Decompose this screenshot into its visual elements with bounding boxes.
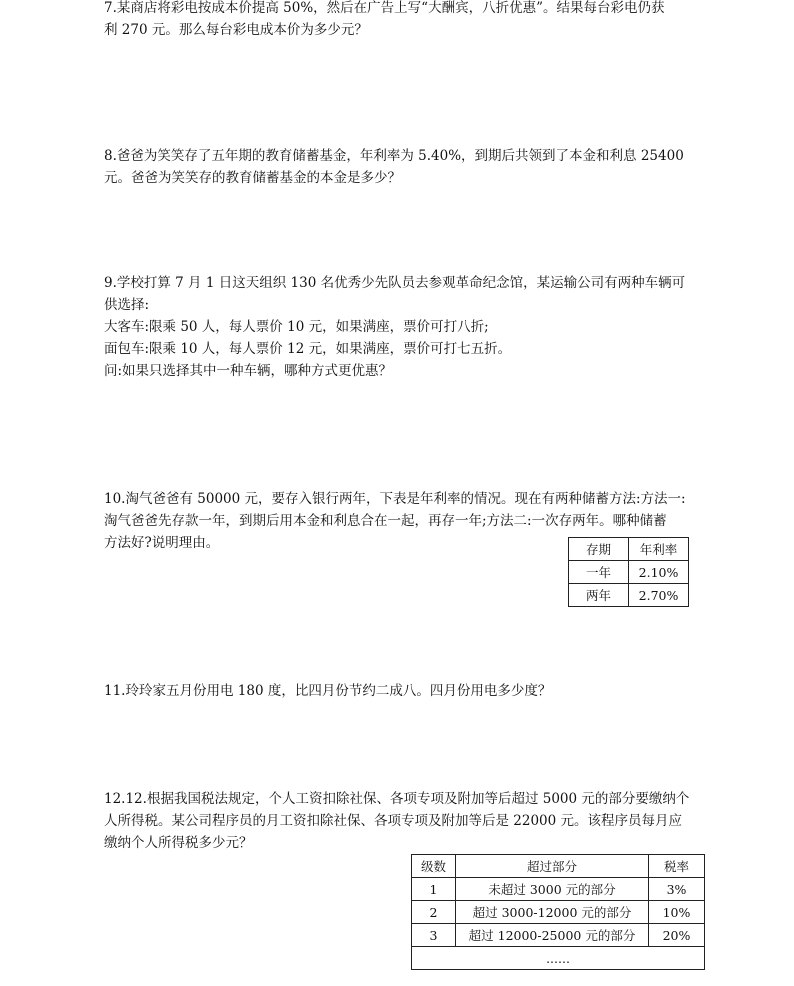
question-10-line: 淘气爸爸先存款一年，到期后用本金和利息合在一起，再存一年;方法二:一次存两年。哪种储蓄 xyxy=(104,513,667,529)
table-cell: 未超过 3000 元的部分 xyxy=(456,878,649,901)
table-cell: 2 xyxy=(412,901,456,924)
question-10-line: 10.淘气爸爸有 50000 元，要存入银行两年，下表是年利率的情况。现在有两种储蓄方法:方法一: xyxy=(104,491,686,507)
question-7-line: 7.某商店将彩电按成本价提高 50%，然后在广告上写“大酬宾，八折优惠”。结果每台彩电仍获 xyxy=(104,0,665,16)
question-9-line: 供选择: xyxy=(104,297,150,313)
question-12-line: 人所得税。某公司程序员的月工资扣除社保、各项专项及附加等后是 22000 元。该程序员每月应 xyxy=(104,813,683,829)
table-row xyxy=(412,947,705,970)
table-cell: 超过 12000-25000 元的部分 xyxy=(456,924,649,947)
question-8-line: 元。爸爸为笑笑存的教育储蓄基金的本金是多少？ xyxy=(104,170,401,186)
table-cell: 10% xyxy=(649,901,705,924)
table-cell: 超过 3000-12000 元的部分 xyxy=(456,901,649,924)
table-row xyxy=(412,924,705,947)
question-8 xyxy=(104,145,716,189)
table-header-cell: 税率 xyxy=(649,855,705,878)
table-cell: 2.10% xyxy=(629,561,689,584)
table-cell: 3% xyxy=(649,878,705,901)
table-row xyxy=(569,584,689,607)
question-11-line: 11.玲玲家五月份用电 180 度，比四月份节约二成八。四月份用电多少度？ xyxy=(104,683,552,699)
table-cell: 20% xyxy=(649,924,705,947)
table-header-cell: 级数 xyxy=(412,855,456,878)
table-row xyxy=(569,561,689,584)
table-cell: 一年 xyxy=(569,561,629,584)
table-cell: 2.70% xyxy=(629,584,689,607)
table-header-cell: 超过部分 xyxy=(456,855,649,878)
question-9-line: 大客车:限乘 50 人，每人票价 10 元，如果满座，票价可打八折; xyxy=(104,319,489,335)
table-cell: 1 xyxy=(412,878,456,901)
table-cell: 两年 xyxy=(569,584,629,607)
question-7-line: 利 270 元。那么每台彩电成本价为多少元？ xyxy=(104,22,368,38)
table-ellipsis-cell: ...... xyxy=(412,947,705,970)
question-10-line: 方法好?说明理由。 xyxy=(104,535,220,551)
table-header-cell: 年利率 xyxy=(629,538,689,561)
table-header-cell: 存期 xyxy=(569,538,629,561)
question-9 xyxy=(104,272,716,382)
interest-rate-table xyxy=(568,537,689,607)
table-row xyxy=(412,901,705,924)
question-12-line: 缴纳个人所得税多少元？ xyxy=(104,835,253,851)
question-7 xyxy=(104,0,716,41)
question-12 xyxy=(104,788,716,854)
tax-rate-table xyxy=(411,854,705,970)
table-row xyxy=(412,855,705,878)
table-row xyxy=(412,878,705,901)
question-9-line: 问:如果只选择其中一种车辆，哪种方式更优惠？ xyxy=(104,363,393,379)
question-11 xyxy=(104,680,716,702)
question-12-line: 12.12.根据我国税法规定，个人工资扣除社保、各项专项及附加等后超过 5000 元的部分要缴纳个 xyxy=(104,791,690,807)
table-cell: 3 xyxy=(412,924,456,947)
table-row xyxy=(569,538,689,561)
question-9-line: 面包车:限乘 10 人，每人票价 12 元，如果满座，票价可打七五折。 xyxy=(104,341,512,357)
question-8-line: 8.爸爸为笑笑存了五年期的教育储蓄基金，年利率为 5.40%，到期后共领到了本金和利息 25400 xyxy=(104,148,684,164)
question-9-line: 9.学校打算 7 月 1 日这天组织 130 名优秀少先队员去参观革命纪念馆，某运输公司有两种车辆可 xyxy=(104,275,686,291)
